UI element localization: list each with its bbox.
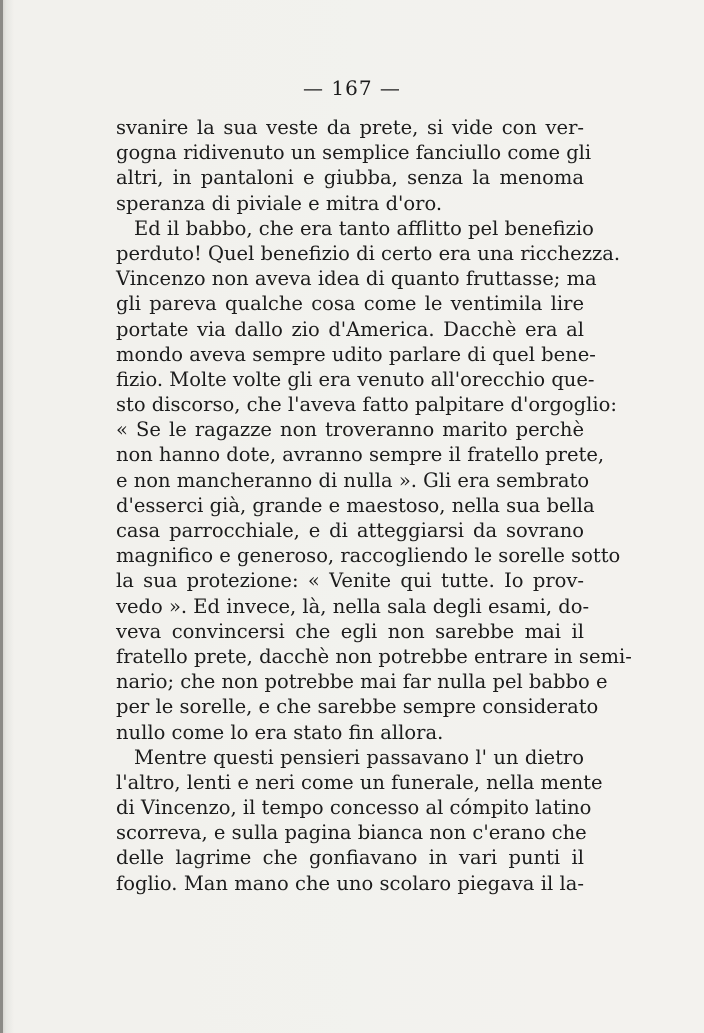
- text-line: perduto! Quel benefizio di certo era una ricchezza.: [116, 241, 621, 265]
- text-line: non hanno dote, avranno sempre il fratello prete,: [116, 443, 605, 467]
- text-line: d'esserci già, grande e maestoso, nella sua bella: [116, 493, 595, 517]
- text-line: fizio. Molte volte gli era venuto all'orecchio que-: [116, 367, 595, 391]
- text-line: Ed il babbo, che era tanto afflitto pel benefizio: [134, 216, 594, 240]
- text-line: veva convincersi che egli non sarebbe mai il: [116, 619, 584, 643]
- text-line: delle lagrime che gonfiavano in vari punti il: [116, 846, 584, 870]
- text-line: speranza di piviale e mitra d'oro.: [116, 191, 443, 215]
- text-line: casa parrocchiale, e di atteggiarsi da sovrano: [116, 519, 584, 542]
- text-line: sto discorso, che l'aveva fatto palpitare d'orgoglio:: [116, 393, 617, 417]
- text-line: « Se le ragazze non troveranno marito perchè: [116, 418, 584, 442]
- text-line: scorreva, e sulla pagina bianca non c'erano che: [116, 821, 587, 845]
- text-line: nario; che non potrebbe mai far nulla pel babbo e: [116, 670, 608, 694]
- text-line: nullo come lo era stato fin allora.: [116, 720, 444, 744]
- text-line: mondo aveva sempre udito parlare di quel bene-: [116, 342, 596, 366]
- text-line: foglio. Man mano che uno scolaro piegava il la-: [116, 871, 584, 895]
- text-line: fratello prete, dacchè non potrebbe entrare in semi-: [116, 644, 632, 668]
- text-line: di Vincenzo, il tempo concesso al cómpito latino: [116, 796, 592, 820]
- text-line: la sua protezione: « Venite qui tutte. Io prov-: [116, 569, 584, 593]
- page-number: — 167 —: [303, 76, 401, 100]
- text-line: gogna ridivenuto un semplice fanciullo come gli: [116, 141, 592, 165]
- text-line: svanire la sua veste da prete, si vide con ver-: [116, 116, 584, 139]
- text-line: altri, in pantaloni e giubba, senza la menoma: [116, 166, 584, 190]
- body-text: [116, 115, 632, 896]
- text-line: per le sorelle, e che sarebbe sempre considerato: [116, 695, 599, 719]
- text-line: portate via dallo zio d'America. Dacchè era al: [116, 317, 584, 341]
- text-line: l'altro, lenti e neri come un funerale, nella mente: [116, 770, 603, 794]
- text-line: magnifico e generoso, raccogliendo le sorelle sotto: [116, 544, 621, 568]
- page-binding-edge: [0, 0, 3, 1033]
- text-line: vedo ». Ed invece, là, nella sala degli esami, do-: [116, 594, 590, 618]
- text-line: Mentre questi pensieri passavano l' un dietro: [134, 745, 584, 769]
- text-line: Vincenzo non aveva idea di quanto fruttasse; ma: [116, 267, 597, 291]
- text-line: e non mancheranno di nulla ». Gli era sembrato: [116, 468, 590, 492]
- text-line: gli pareva qualche cosa come le ventimila lire: [116, 292, 584, 316]
